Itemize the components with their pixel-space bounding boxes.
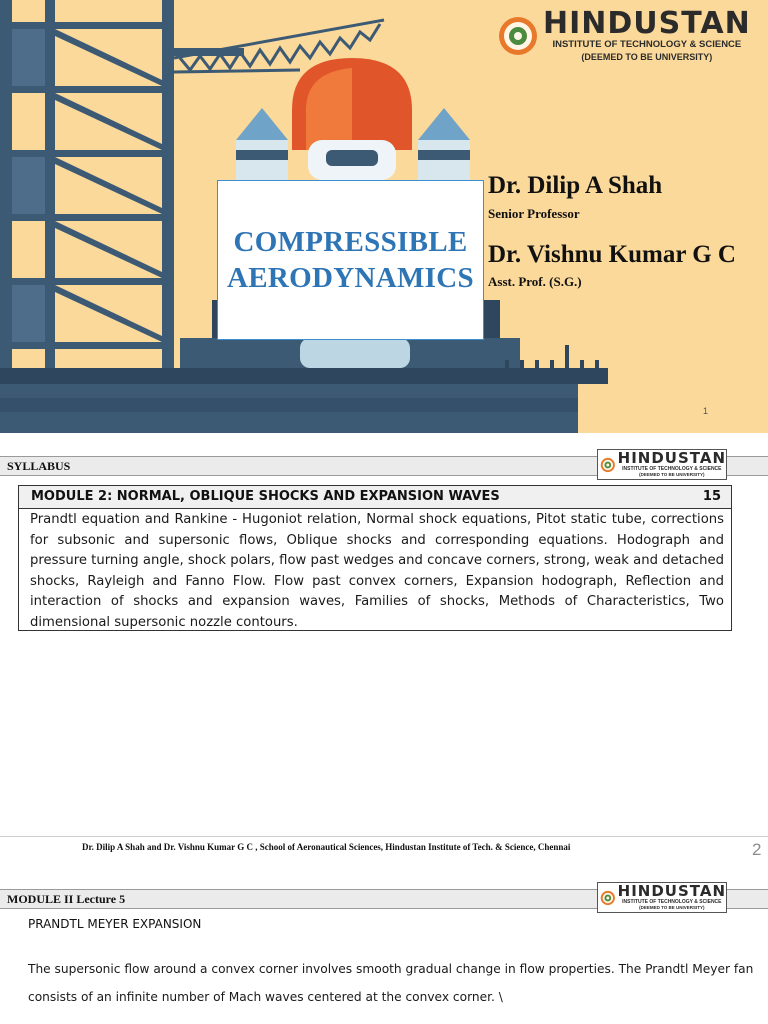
author-1-name: Dr. Dilip A Shah: [488, 172, 663, 199]
logo-name: HINDUSTAN: [543, 6, 751, 41]
logo-deemed: (DEEMED TO BE UNIVERSITY): [639, 905, 705, 910]
module-header-row: [19, 486, 731, 509]
module-hours: 15: [702, 489, 721, 504]
section-label: MODULE II Lecture 5: [7, 892, 126, 906]
lecture-heading: PRANDTL MEYER EXPANSION: [28, 917, 202, 931]
university-logo-small: [597, 449, 727, 480]
syllabus-slide: [0, 433, 768, 865]
author-2-name: Dr. Vishnu Kumar G C: [488, 241, 736, 268]
university-emblem-icon: [600, 453, 616, 477]
lecture-slide: [0, 865, 768, 1024]
presentation-title: COMPRESSIBLE AERODYNAMICS: [227, 226, 474, 294]
author-2-role: Asst. Prof. (S.G.): [488, 274, 582, 289]
title-slide: [0, 0, 768, 433]
university-logo-small: [597, 882, 727, 913]
logo-subtitle: INSTITUTE OF TECHNOLOGY & SCIENCE: [622, 466, 722, 472]
module-title: MODULE 2: NORMAL, OBLIQUE SHOCKS AND EXPANSION WAVES: [31, 489, 500, 504]
lecture-paragraph: The supersonic flow around a convex corner involves smooth gradual change in flow properties. The Prandtl Meyer fan consists of an infinite number of Mach waves centered at the convex corner. \: [28, 962, 754, 1004]
title-box: [217, 180, 484, 340]
logo-deemed: (DEEMED TO BE UNIVERSITY): [581, 52, 713, 62]
slide-number: 1: [703, 406, 709, 416]
logo-subtitle: INSTITUTE OF TECHNOLOGY & SCIENCE: [552, 39, 742, 50]
slide-number: 2: [752, 840, 762, 859]
logo-subtitle: INSTITUTE OF TECHNOLOGY & SCIENCE: [622, 899, 722, 905]
footer-divider: [0, 836, 768, 837]
logo-deemed: (DEEMED TO BE UNIVERSITY): [639, 472, 705, 477]
section-label: SYLLABUS: [7, 459, 71, 473]
university-emblem-icon: [600, 886, 616, 910]
university-logo: [497, 6, 751, 63]
logo-name: HINDUSTAN: [617, 449, 726, 467]
university-emblem-icon: [497, 15, 539, 57]
module-content: Prandtl equation and Rankine - Hugoniot relation, Normal shock equations, Pitot static tube, corrections for subsonic and supersonic flows, Oblique shocks and corresponding equations. Hodograph and pressure turning angle, shock polars, flow past wedges and concave corners, strong, weak and detached shocks, Rayleigh and Fanno Flow. Flow past convex corners, Expansion hodograph, Reflection and interaction of shocks and expansion waves, Families of shocks, Methods of Characteristics, Two dimensional supersonic nozzle contours.: [30, 512, 724, 630]
footer-credits: Dr. Dilip A Shah and Dr. Vishnu Kumar G C , School of Aeronautical Sciences, Hindustan Institute of Tech. & Science, Chennai: [82, 842, 571, 852]
logo-name: HINDUSTAN: [617, 882, 726, 900]
syllabus-table: [18, 485, 732, 631]
author-1-role: Senior Professor: [488, 206, 580, 221]
